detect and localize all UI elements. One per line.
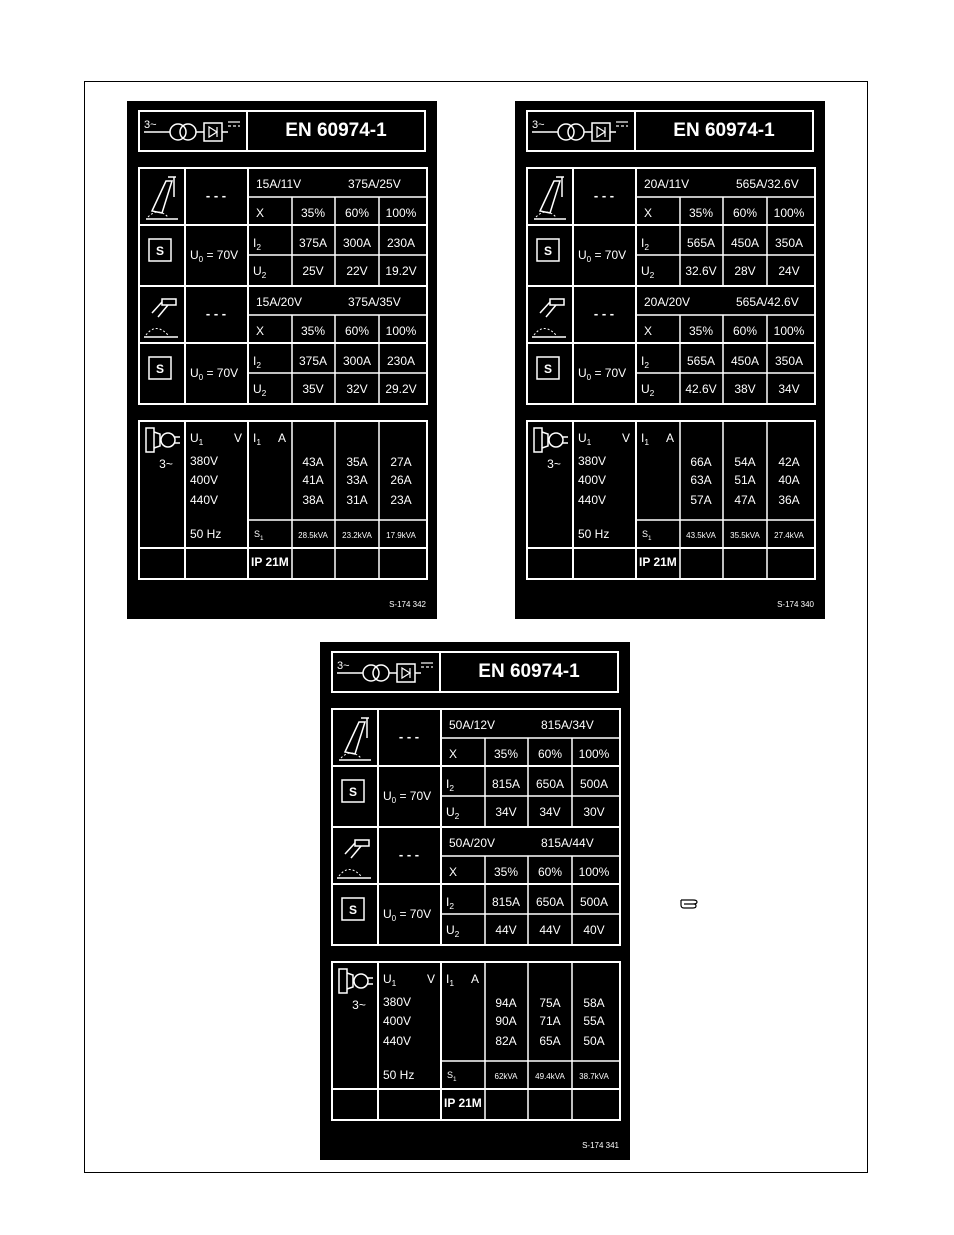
- tig-torch-icon: [144, 299, 178, 337]
- u0-value: [383, 789, 431, 805]
- s1-label-sub: 1: [453, 1076, 457, 1083]
- input-current: 38A: [302, 493, 324, 507]
- i2-value: 565A: [686, 354, 716, 368]
- u0-main: U: [578, 248, 587, 262]
- tig-torch-icon: [532, 299, 566, 337]
- i2-label: [253, 354, 261, 370]
- mains-plug-icon: [534, 428, 568, 452]
- duty-cycle-label: X: [449, 747, 458, 761]
- dc-symbol: - - -: [205, 306, 227, 321]
- kva-value: 27.4kVA: [774, 531, 804, 540]
- i2-value: 230A: [386, 354, 416, 368]
- u0-value: [383, 907, 431, 923]
- duty-cycle: 60%: [537, 747, 563, 761]
- u1-label-sub: 1: [198, 437, 204, 447]
- i2-value: 815A: [491, 777, 521, 791]
- u1-label: [578, 431, 592, 447]
- input-current: 51A: [734, 473, 756, 487]
- input-current: 82A: [495, 1034, 517, 1048]
- input-current: 36A: [778, 493, 800, 507]
- i1-label-main: I: [253, 431, 257, 445]
- mains-plug-icon: [146, 428, 180, 452]
- three-phase-label: 3~: [532, 119, 545, 131]
- rating-plate: [320, 642, 630, 1160]
- input-current: 71A: [539, 1014, 561, 1028]
- u1-label: [383, 972, 397, 988]
- input-current: 57A: [690, 493, 712, 507]
- kva-value: 17.9kVA: [386, 531, 416, 540]
- u2-value: 32V: [346, 382, 368, 396]
- mains-voltage: 400V: [190, 473, 219, 487]
- tig-torch-icon: [337, 840, 371, 878]
- u0-value: [190, 248, 238, 264]
- input-current: 90A: [495, 1014, 517, 1028]
- input-current: 31A: [346, 493, 368, 507]
- u2-label: [253, 382, 267, 398]
- input-current: 94A: [495, 996, 517, 1010]
- input-current: 65A: [539, 1034, 561, 1048]
- u2-label: [446, 923, 460, 939]
- input-table: [526, 420, 816, 582]
- u2-value: 25V: [302, 264, 324, 278]
- u0-rest: = 70V: [396, 789, 432, 803]
- i2-value: 565A: [686, 236, 716, 250]
- plate-header: [526, 110, 814, 152]
- input-table: [331, 961, 621, 1123]
- input-current: 33A: [346, 473, 368, 487]
- duty-cycle: 60%: [732, 206, 758, 220]
- u2-value: 34V: [778, 382, 800, 396]
- stick-electrode-icon: [146, 177, 178, 219]
- input-current: 27A: [390, 455, 412, 469]
- i1-label-main: I: [641, 431, 645, 445]
- i2-label-sub: 2: [256, 242, 262, 252]
- i2-label: [641, 236, 649, 252]
- u2-value: 22V: [346, 264, 368, 278]
- ip-rating: IP 21M: [251, 555, 289, 569]
- kva-value: 28.5kVA: [298, 531, 328, 540]
- input-current: 35A: [346, 455, 368, 469]
- part-code: S-174 341: [582, 1141, 619, 1150]
- duty-cycle: 35%: [688, 206, 714, 220]
- three-phase-label: 3~: [337, 660, 350, 672]
- u0-rest: = 70V: [591, 366, 627, 380]
- i2-value: 375A: [298, 236, 328, 250]
- rating-plate: [515, 101, 825, 619]
- s1-label-main: S: [642, 529, 649, 539]
- u2-value: 34V: [495, 805, 517, 819]
- s1-label: [447, 1070, 457, 1083]
- duty-cycle-label: X: [449, 865, 458, 879]
- range-min: 15A/20V: [256, 295, 303, 309]
- range-min: 50A/12V: [449, 718, 496, 732]
- u0-rest: = 70V: [591, 248, 627, 262]
- input-current: 41A: [302, 473, 324, 487]
- u2-value: 35V: [302, 382, 324, 396]
- stick-electrode-icon: [339, 718, 371, 760]
- u2-value: 19.2V: [385, 264, 417, 278]
- kva-value: 23.2kVA: [342, 531, 372, 540]
- u2-value: 32.6V: [685, 264, 717, 278]
- i2-label: [641, 354, 649, 370]
- duty-cycle: 60%: [344, 206, 370, 220]
- i1-unit: A: [665, 431, 674, 445]
- i2-value: 815A: [491, 895, 521, 909]
- s1-label: [642, 529, 652, 542]
- range-max: 815A/44V: [541, 836, 594, 850]
- s1-label: [254, 529, 264, 542]
- u1-unit: V: [426, 972, 435, 986]
- u2-value: 42.6V: [685, 382, 717, 396]
- u2-label: [641, 382, 655, 398]
- u1-label-sub: 1: [586, 437, 592, 447]
- i2-value: 350A: [774, 354, 804, 368]
- i2-value: 350A: [774, 236, 804, 250]
- u2-label-main: U: [641, 382, 650, 396]
- kva-value: 38.7kVA: [579, 1072, 609, 1081]
- i2-value: 450A: [730, 236, 760, 250]
- range-max: 565A/32.6V: [736, 177, 799, 191]
- s1-label-main: S: [447, 1070, 454, 1080]
- range-max: 375A/25V: [348, 177, 401, 191]
- s-box-label: S: [348, 903, 358, 917]
- dc-symbol: - - -: [398, 847, 420, 862]
- i1-label: [253, 431, 261, 447]
- u2-label: [253, 264, 267, 280]
- u2-label: [641, 264, 655, 280]
- range-max: 375A/35V: [348, 295, 401, 309]
- u0-sub: 0: [586, 373, 592, 382]
- dc-symbol: - - -: [205, 188, 227, 203]
- i1-label-sub: 1: [644, 437, 650, 447]
- mains-voltage: 380V: [383, 995, 412, 1009]
- input-current: 58A: [583, 996, 605, 1010]
- i2-label-main: I: [446, 777, 450, 791]
- u0-main: U: [190, 366, 199, 380]
- u2-label-main: U: [446, 923, 455, 937]
- u2-label-sub: 2: [261, 388, 267, 398]
- u0-main: U: [383, 789, 392, 803]
- ip-rating: IP 21M: [444, 1096, 482, 1110]
- u2-label-sub: 2: [649, 388, 655, 398]
- i2-label-main: I: [253, 354, 257, 368]
- part-code: S-174 340: [777, 600, 814, 609]
- u2-value: 29.2V: [385, 382, 417, 396]
- mains-voltage: 380V: [578, 454, 607, 468]
- mains-voltage: 400V: [383, 1014, 412, 1028]
- i1-label-sub: 1: [449, 978, 455, 988]
- u2-value: 34V: [539, 805, 561, 819]
- input-current: 47A: [734, 493, 756, 507]
- duty-cycle: 35%: [300, 324, 326, 338]
- i2-value: 230A: [386, 236, 416, 250]
- mains-voltage: 440V: [190, 493, 219, 507]
- i2-value: 300A: [342, 236, 372, 250]
- u0-main: U: [578, 366, 587, 380]
- mains-voltage: 440V: [578, 493, 607, 507]
- s1-label-sub: 1: [260, 535, 264, 542]
- frequency-label: 50 Hz: [383, 1068, 415, 1082]
- i2-label-main: I: [641, 236, 645, 250]
- transformer-rectifier-icon: [528, 112, 636, 150]
- s1-label-sub: 1: [648, 535, 652, 542]
- dc-symbol: - - -: [593, 306, 615, 321]
- standard-title: EN 60974-1: [673, 120, 775, 141]
- duty-cycle-label: X: [256, 324, 265, 338]
- u1-label-main: U: [578, 431, 587, 445]
- u0-main: U: [190, 248, 199, 262]
- ip-rating: IP 21M: [639, 555, 677, 569]
- duty-cycle: 60%: [537, 865, 563, 879]
- input-current: 40A: [778, 473, 800, 487]
- standard-title: EN 60974-1: [478, 661, 580, 682]
- u0-main: U: [383, 907, 392, 921]
- duty-cycle: 100%: [578, 747, 610, 761]
- u2-label: [446, 805, 460, 821]
- i2-value: 450A: [730, 354, 760, 368]
- output-table: [331, 708, 621, 948]
- duty-cycle-label: X: [256, 206, 265, 220]
- duty-cycle: 100%: [773, 324, 805, 338]
- i2-label-main: I: [641, 354, 645, 368]
- phase-label: 3~: [547, 457, 561, 471]
- s-box-label: S: [348, 785, 358, 799]
- dc-symbol: - - -: [593, 188, 615, 203]
- input-current: 43A: [302, 455, 324, 469]
- s1-label-main: S: [254, 529, 261, 539]
- output-table: [526, 167, 816, 407]
- u2-value: 40V: [583, 923, 605, 937]
- input-current: 26A: [390, 473, 412, 487]
- u2-label-main: U: [446, 805, 455, 819]
- u2-value: 38V: [734, 382, 756, 396]
- duty-cycle-label: X: [644, 206, 653, 220]
- duty-cycle: 35%: [493, 865, 519, 879]
- range-min: 20A/20V: [644, 295, 691, 309]
- i2-label-sub: 2: [644, 242, 650, 252]
- u1-unit: V: [233, 431, 242, 445]
- duty-cycle: 100%: [773, 206, 805, 220]
- phase-label: 3~: [352, 998, 366, 1012]
- u0-rest: = 70V: [396, 907, 432, 921]
- s-box-label: S: [543, 362, 553, 376]
- input-current: 55A: [583, 1014, 605, 1028]
- input-current: 23A: [390, 493, 412, 507]
- i2-label-main: I: [446, 895, 450, 909]
- u0-sub: 0: [586, 255, 592, 264]
- i2-label: [446, 895, 454, 911]
- range-max: 565A/42.6V: [736, 295, 799, 309]
- stick-electrode-icon: [534, 177, 566, 219]
- mains-voltage: 380V: [190, 454, 219, 468]
- kva-value: 43.5kVA: [686, 531, 716, 540]
- u2-value: 24V: [778, 264, 800, 278]
- input-current: 42A: [778, 455, 800, 469]
- u0-value: [578, 248, 626, 264]
- range-max: 815A/34V: [541, 718, 594, 732]
- u0-rest: = 70V: [203, 366, 239, 380]
- input-table: [138, 420, 428, 582]
- three-phase-label: 3~: [144, 119, 157, 131]
- i2-value: 300A: [342, 354, 372, 368]
- input-current: 54A: [734, 455, 756, 469]
- standard-title: EN 60974-1: [285, 120, 387, 141]
- duty-cycle: 100%: [578, 865, 610, 879]
- i1-unit: A: [470, 972, 479, 986]
- s-box-label: S: [155, 244, 165, 258]
- i2-value: 500A: [579, 895, 609, 909]
- duty-cycle: 60%: [732, 324, 758, 338]
- i2-label: [446, 777, 454, 793]
- u1-unit: V: [621, 431, 630, 445]
- frequency-label: 50 Hz: [190, 527, 222, 541]
- u0-sub: 0: [391, 796, 397, 805]
- phase-label: 3~: [159, 457, 173, 471]
- i1-label-sub: 1: [256, 437, 262, 447]
- plate-header: [138, 110, 426, 152]
- u0-value: [190, 366, 238, 382]
- u2-label-sub: 2: [649, 270, 655, 280]
- u2-label-sub: 2: [261, 270, 267, 280]
- u2-value: 28V: [734, 264, 756, 278]
- i2-value: 650A: [535, 895, 565, 909]
- u2-value: 44V: [539, 923, 561, 937]
- input-current: 63A: [690, 473, 712, 487]
- duty-cycle: 35%: [300, 206, 326, 220]
- part-code: S-174 342: [389, 600, 426, 609]
- rating-plate: [127, 101, 437, 619]
- u2-label-main: U: [641, 264, 650, 278]
- u0-value: [578, 366, 626, 382]
- kva-value: 49.4kVA: [535, 1072, 565, 1081]
- u0-sub: 0: [391, 914, 397, 923]
- i2-label: [253, 236, 261, 252]
- u1-label-main: U: [190, 431, 199, 445]
- s-box-label: S: [155, 362, 165, 376]
- kva-value: 35.5kVA: [730, 531, 760, 540]
- u2-label-sub: 2: [454, 929, 460, 939]
- duty-cycle: 60%: [344, 324, 370, 338]
- i1-label: [446, 972, 454, 988]
- input-current: 66A: [690, 455, 712, 469]
- u1-label-main: U: [383, 972, 392, 986]
- i2-value: 650A: [535, 777, 565, 791]
- kva-value: 62kVA: [494, 1072, 518, 1081]
- i2-label-sub: 2: [644, 360, 650, 370]
- i2-label-sub: 2: [256, 360, 262, 370]
- i1-label-main: I: [446, 972, 450, 986]
- transformer-rectifier-icon: [333, 653, 441, 691]
- u2-label-sub: 2: [454, 811, 460, 821]
- range-min: 15A/11V: [256, 177, 302, 191]
- i1-label: [641, 431, 649, 447]
- i1-unit: A: [277, 431, 286, 445]
- input-current: 50A: [583, 1034, 605, 1048]
- i2-label-main: I: [253, 236, 257, 250]
- frequency-label: 50 Hz: [578, 527, 610, 541]
- u2-value: 30V: [583, 805, 605, 819]
- duty-cycle: 35%: [493, 747, 519, 761]
- duty-cycle: 100%: [385, 324, 417, 338]
- mains-plug-icon: [339, 969, 373, 993]
- transformer-rectifier-icon: [140, 112, 248, 150]
- duty-cycle: 35%: [688, 324, 714, 338]
- range-min: 50A/20V: [449, 836, 496, 850]
- i2-value: 375A: [298, 354, 328, 368]
- plate-header: [331, 651, 619, 693]
- u2-label-main: U: [253, 264, 262, 278]
- u0-sub: 0: [198, 373, 204, 382]
- u0-rest: = 70V: [203, 248, 239, 262]
- i2-label-sub: 2: [449, 783, 455, 793]
- dc-symbol: - - -: [398, 729, 420, 744]
- u2-value: 44V: [495, 923, 517, 937]
- u1-label: [190, 431, 204, 447]
- duty-cycle-label: X: [644, 324, 653, 338]
- mains-voltage: 400V: [578, 473, 607, 487]
- u0-sub: 0: [198, 255, 204, 264]
- u1-label-sub: 1: [391, 978, 397, 988]
- duty-cycle: 100%: [385, 206, 417, 220]
- pointing-hand-icon: [680, 896, 700, 910]
- output-table: [138, 167, 428, 407]
- i2-value: 500A: [579, 777, 609, 791]
- mains-voltage: 440V: [383, 1034, 412, 1048]
- i2-label-sub: 2: [449, 901, 455, 911]
- input-current: 75A: [539, 996, 561, 1010]
- s-box-label: S: [543, 244, 553, 258]
- range-min: 20A/11V: [644, 177, 690, 191]
- u2-label-main: U: [253, 382, 262, 396]
